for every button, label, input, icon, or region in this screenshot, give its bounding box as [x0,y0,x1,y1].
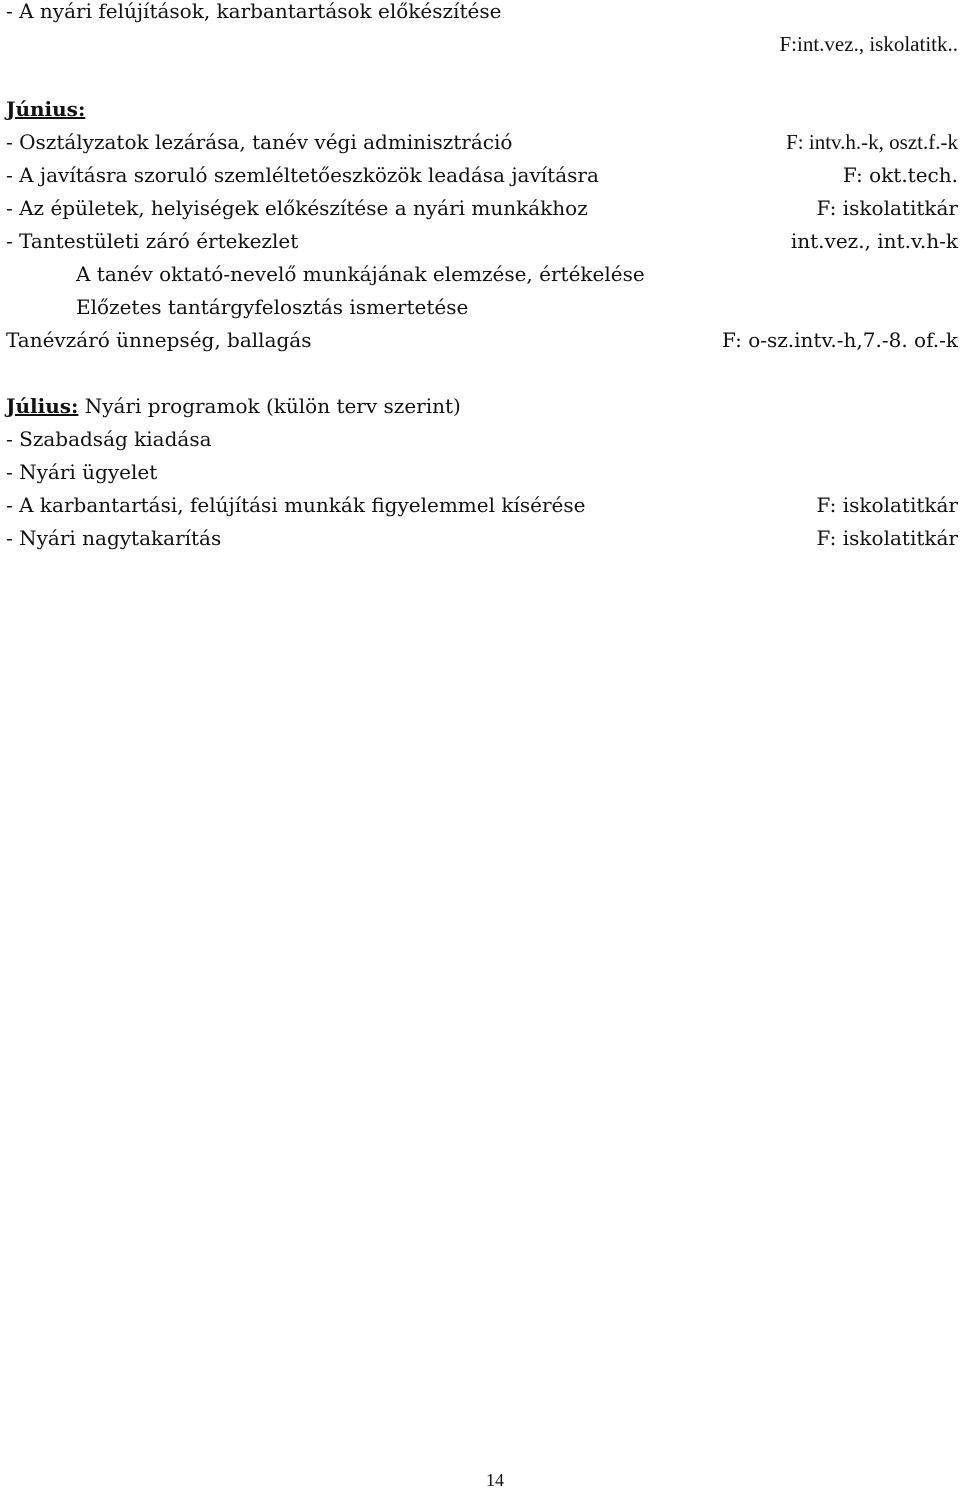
text-line [6,28,958,60]
responsible-text: F:int.vez., iskolatitk.. [779,32,958,56]
responsible-text: F: okt.tech. [842,163,958,187]
task-text: Tanévzáró ünnepség, ballagás [6,328,312,352]
task-text: - Az épületek, helyiségek előkészítése a nyári munkákhoz [6,196,588,220]
task-text: - Szabadság kiadása [6,427,212,451]
section-heading-june: Június: [6,97,86,121]
list-item [6,291,958,323]
responsible-text: F: o-sz.intv.-h,7.-8. of.-k [721,328,958,352]
list-item [6,456,958,488]
list-item [6,489,958,521]
list-item [6,423,958,455]
task-text: Előzetes tantárgyfelosztás ismertetése [76,295,469,319]
task-text: - A javításra szoruló szemléltetőeszközök leadása javításra [6,163,599,187]
task-text: A tanév oktató-nevelő munkájának elemzése, értékelése [76,262,645,286]
list-item [6,258,958,290]
responsible-text: F: iskolatitkár [816,526,958,550]
list-item [6,324,958,356]
list-item [6,225,958,257]
task-text: - Osztályzatok lezárása, tanév végi adminisztráció [6,130,513,154]
responsible-text: F: intv.h.-k, oszt.f.-k [786,130,958,154]
responsible-text: F: iskolatitkár [816,196,958,220]
responsible-text: int.vez., int.v.h-k [790,229,958,253]
task-text: - Tantestületi záró értekezlet [6,229,299,253]
list-item [6,522,958,554]
task-text: - Nyári nagytakarítás [6,526,222,550]
text-line [6,0,958,27]
task-text: - A nyári felújítások, karbantartások előkészítése [6,0,502,23]
list-item [6,192,958,224]
responsible-text: F: iskolatitkár [816,493,958,517]
list-item [6,126,958,158]
july-heading-text: Nyári programok (külön terv szerint) [78,394,461,418]
july-heading-wrap [6,390,461,422]
section-heading-july: Július: [6,394,79,418]
june-heading-line [6,93,958,125]
task-text: - Nyári ügyelet [6,460,158,484]
july-heading-line [6,390,958,422]
list-item [6,159,958,191]
task-text: - A karbantartási, felújítási munkák figyelemmel kísérése [6,493,586,517]
page-number: 14 [486,1470,504,1490]
